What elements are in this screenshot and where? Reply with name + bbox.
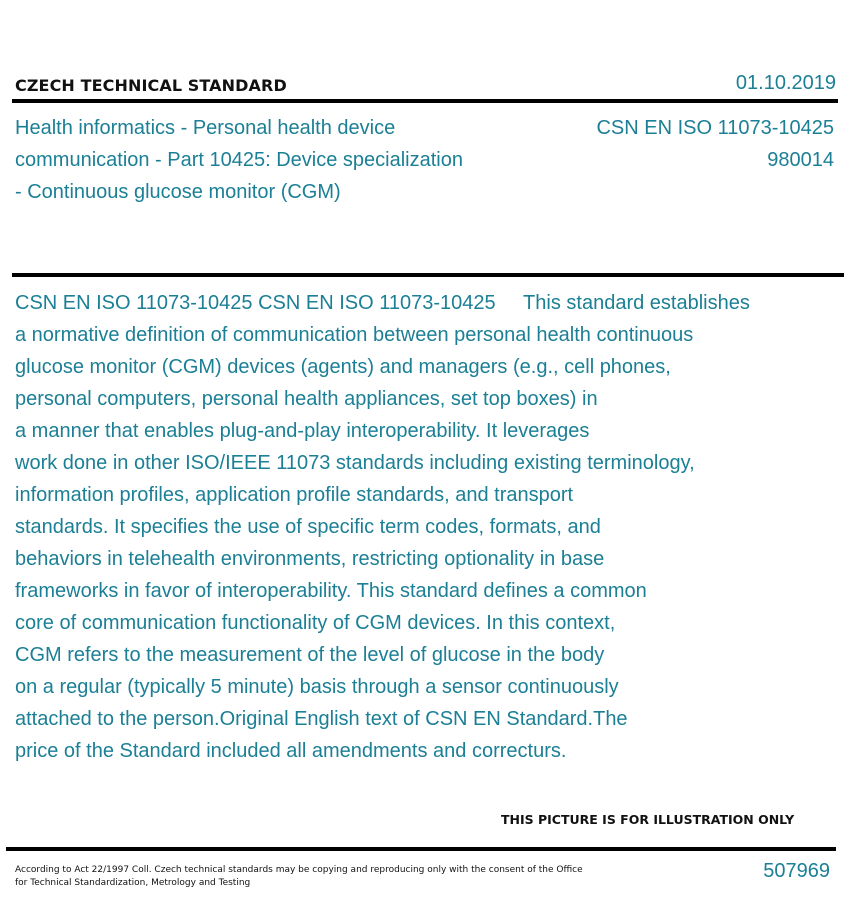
standard-number: CSN EN ISO 11073-10425 [596, 117, 834, 139]
abstract-line: a manner that enables plug-and-play interoperability. It leverages [15, 420, 590, 442]
abstract-line: glucose monitor (CGM) devices (agents) and managers (e.g., cell phones, [15, 356, 671, 378]
abstract-line: work done in other ISO/IEEE 11073 standards including existing terminology, [15, 452, 695, 474]
footer-divider [6, 847, 836, 851]
document-type-label: CZECH TECHNICAL STANDARD [15, 76, 287, 95]
abstract-line: price of the Standard included all amendments and correcturs. [15, 740, 567, 762]
abstract-line: a normative definition of communication between personal health continuous [15, 324, 694, 346]
document-id: 507969 [763, 860, 830, 882]
title-divider [12, 273, 844, 277]
standard-title [15, 112, 535, 208]
publication-date: 01.10.2019 [735, 72, 836, 94]
header-divider [12, 99, 838, 103]
legal-notice-line: According to Act 22/1997 Coll. Czech technical standards may be copying and reproducing only with the consent of the Office [15, 865, 583, 875]
abstract-line: on a regular (typically 5 minute) basis through a sensor continuously [15, 676, 619, 698]
abstract-line: standards. It specifies the use of specific term codes, formats, and [15, 516, 601, 538]
abstract-line: core of communication functionality of CGM devices. In this context, [15, 612, 616, 634]
abstract-line: information profiles, application profile standards, and transport [15, 484, 574, 506]
standard-title-line: communication - Part 10425: Device specialization [15, 149, 463, 171]
abstract-line: behaviors in telehealth environments, restricting optionality in base [15, 548, 605, 570]
abstract-line: CSN EN ISO 11073-10425 CSN EN ISO 11073-10425 This standard establishes [15, 292, 750, 314]
abstract-text [15, 287, 815, 767]
abstract-line: CGM refers to the measurement of the level of glucose in the body [15, 644, 605, 666]
abstract-line: personal computers, personal health appliances, set top boxes) in [15, 388, 598, 410]
illustration-notice: THIS PICTURE IS FOR ILLUSTRATION ONLY [501, 812, 795, 827]
legal-notice [15, 864, 595, 890]
abstract-line: attached to the person.Original English text of CSN EN Standard.The [15, 708, 628, 730]
standard-classification: 980014 [767, 149, 834, 171]
standard-title-line: - Continuous glucose monitor (CGM) [15, 181, 341, 203]
legal-notice-line: for Technical Standardization, Metrology and Testing [15, 878, 251, 888]
abstract-line: frameworks in favor of interoperability. This standard defines a common [15, 580, 647, 602]
standard-title-line: Health informatics - Personal health device [15, 117, 396, 139]
